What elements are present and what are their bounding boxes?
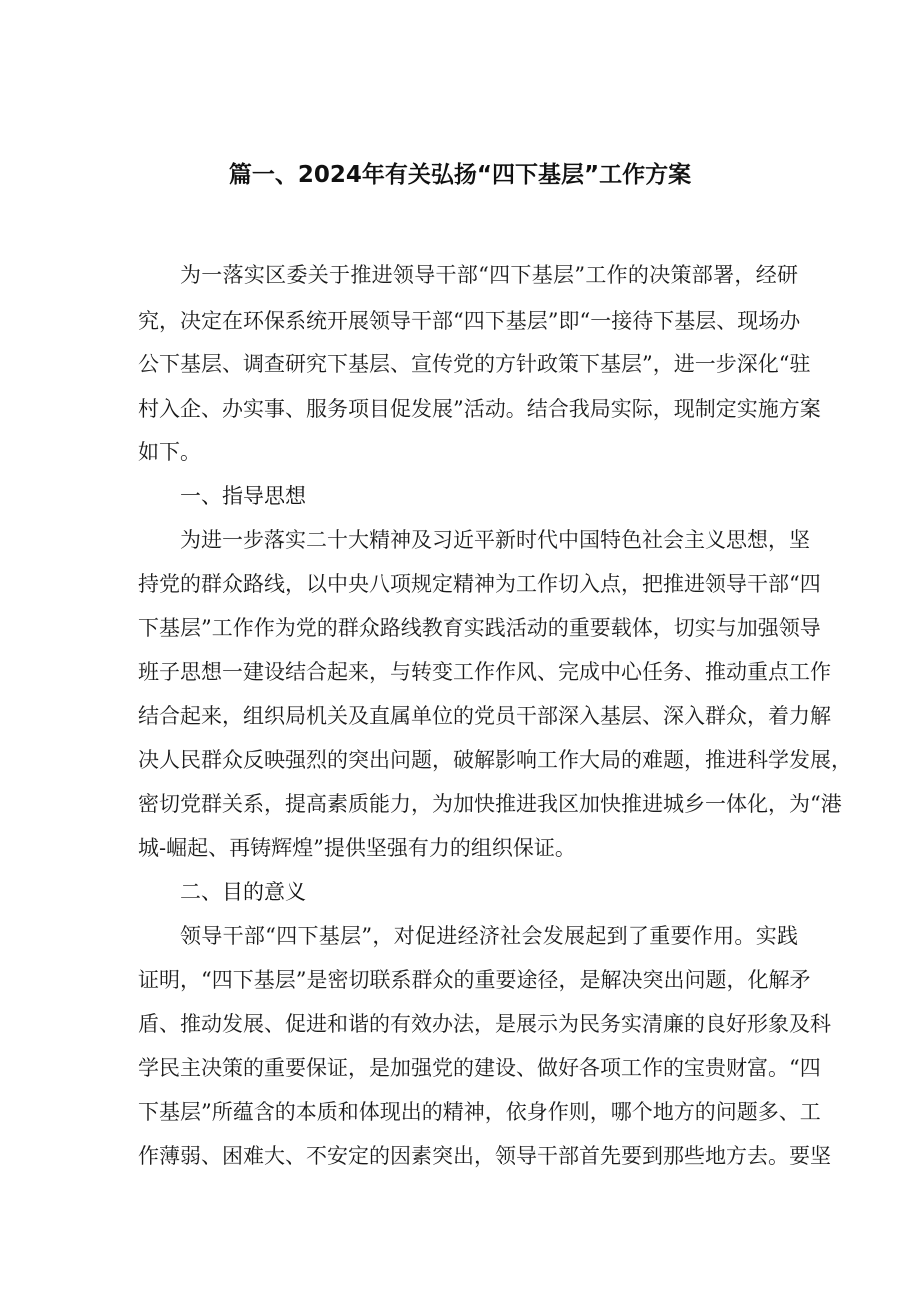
paragraph-line: 下基层”工作作为党的群众路线教育实践活动的重要载体，切实与加强领导 <box>138 616 821 640</box>
paragraph-line: 公下基层、调查研究下基层、宣传党的方针政策下基层”，进一步深化“驻 <box>138 352 811 376</box>
paragraph-line: 作薄弱、困难大、不安定的因素突出，领导干部首先要到那些地方去。要坚 <box>138 1144 831 1168</box>
section-heading: 一、指导思想 <box>180 484 306 508</box>
paragraph-line: 下基层”所蕴含的本质和体现出的精神，依身作则，哪个地方的问题多、工 <box>138 1100 821 1124</box>
paragraph-line: 证明，“四下基层”是密切联系群众的重要途径，是解决突出问题，化解矛 <box>138 968 811 992</box>
paragraph-line: 为一落实区委关于推进领导干部“四下基层”工作的决策部署，经研 <box>180 263 798 287</box>
paragraph-line: 如下。 <box>138 440 201 464</box>
paragraph-line: 领导干部“四下基层”，对促进经济社会发展起到了重要作用。实践 <box>180 924 798 948</box>
paragraph-line: 决人民群众反映强烈的突出问题，破解影响工作大局的难题，推进科学发展， <box>138 748 852 772</box>
paragraph-line: 究，决定在环保系统开展领导干部“四下基层”即“一接待下基层、现场办 <box>138 309 801 333</box>
document-title: 篇一、2024年有关弘扬“四下基层”工作方案 <box>228 162 692 188</box>
paragraph-line: 密切党群关系，提高素质能力，为加快推进我区加快推进城乡一体化，为“港 <box>138 792 842 816</box>
section-heading: 二、目的意义 <box>180 880 306 904</box>
paragraph-line: 为进一步落实二十大精神及习近平新时代中国特色社会主义思想，坚 <box>180 528 810 552</box>
paragraph-line: 结合起来，组织局机关及直属单位的党员干部深入基层、深入群众，着力解 <box>138 704 831 728</box>
paragraph-line: 村入企、办实事、服务项目促发展”活动。结合我局实际，现制定实施方案 <box>138 397 821 421</box>
paragraph-line: 持党的群众路线，以中央八项规定精神为工作切入点，把推进领导干部“四 <box>138 572 821 596</box>
paragraph-line: 盾、推动发展、促进和谐的有效办法，是展示为民务实清廉的良好形象及科 <box>138 1012 831 1036</box>
paragraph-line: 城-崛起、再铸辉煌”提供坚强有力的组织保证。 <box>138 836 576 860</box>
paragraph-line: 学民主决策的重要保证，是加强党的建设、做好各项工作的宝贵财富。“四 <box>138 1056 821 1080</box>
paragraph-line: 班子思想一建设结合起来，与转变工作作风、完成中心任务、推动重点工作 <box>138 660 831 684</box>
